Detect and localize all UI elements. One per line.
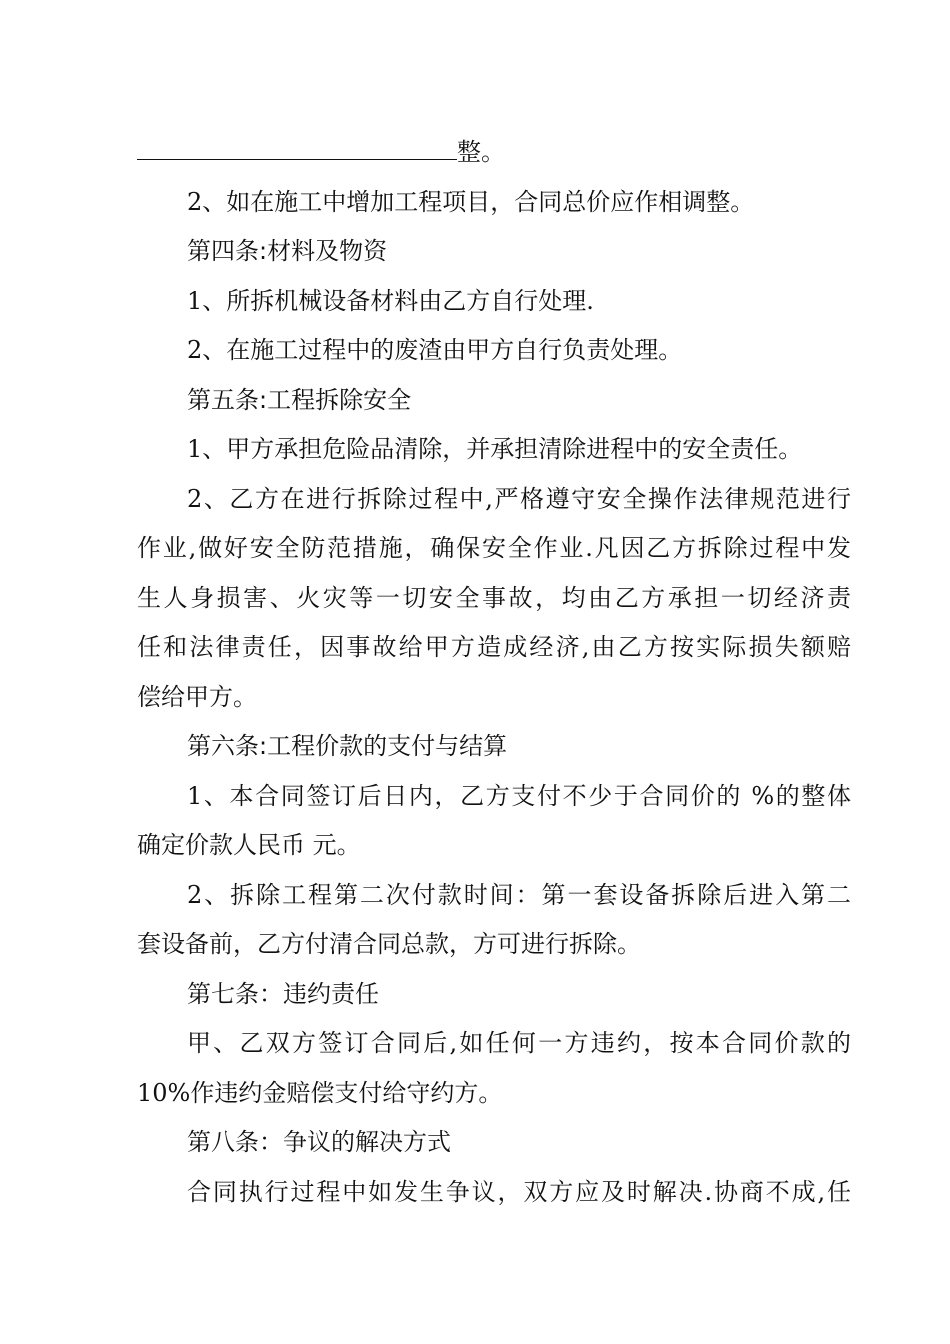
text-line: 整。 xyxy=(457,138,505,166)
text-line: 生人身损害、火灾等一切安全事故，均由乙方承担一切经济责 xyxy=(137,583,851,612)
document-page xyxy=(137,128,851,1217)
section-heading: 第八条：争议的解决方式 xyxy=(187,1128,451,1156)
section-heading: 第七条：违约责任 xyxy=(187,979,379,1008)
section-heading: 第六条:工程价款的支付与结算 xyxy=(187,732,508,760)
fill-in-blank xyxy=(137,137,457,160)
text-line: 甲、乙双方签订合同后,如任何一方违约，按本合同价款的 xyxy=(187,1029,851,1057)
text-line: 1、所拆机械设备材料由乙方自行处理. xyxy=(187,286,594,315)
text-line: 任和法律责任，因事故给甲方造成经济,由乙方按实际损失额赔 xyxy=(137,633,851,661)
section-heading: 第五条:工程拆除安全 xyxy=(187,385,412,414)
text-line: 确定价款人民币 元。 xyxy=(137,831,361,859)
text-line: 2、拆除工程第二次付款时间：第一套设备拆除后进入第二 xyxy=(187,880,851,909)
text-line: 2、在施工过程中的废渣由甲方自行负责处理。 xyxy=(187,336,683,364)
text-line: 套设备前，乙方付清合同总款，方可进行拆除。 xyxy=(137,930,641,958)
text-line: 2、乙方在进行拆除过程中,严格遵守安全操作法律规范进行 xyxy=(187,484,851,513)
text-line: 偿给甲方。 xyxy=(137,682,257,711)
text-line-blank xyxy=(137,128,851,178)
text-line: 合同执行过程中如发生争议，双方应及时解决.协商不成,任 xyxy=(187,1177,851,1206)
text-line: 1、本合同签订后日内，乙方支付不少于合同价的 %的整体 xyxy=(187,781,851,810)
section-heading: 第四条:材料及物资 xyxy=(187,237,388,265)
text-line: 10%作违约金赔偿支付给守约方。 xyxy=(137,1078,503,1107)
text-line: 1、甲方承担危险品清除，并承担清除进程中的安全责任。 xyxy=(187,435,803,463)
text-line: 作业,做好安全防范措施，确保安全作业.凡因乙方拆除过程中发 xyxy=(137,534,851,562)
text-line: 2、如在施工中增加工程项目，合同总价应作相调整。 xyxy=(187,187,755,216)
